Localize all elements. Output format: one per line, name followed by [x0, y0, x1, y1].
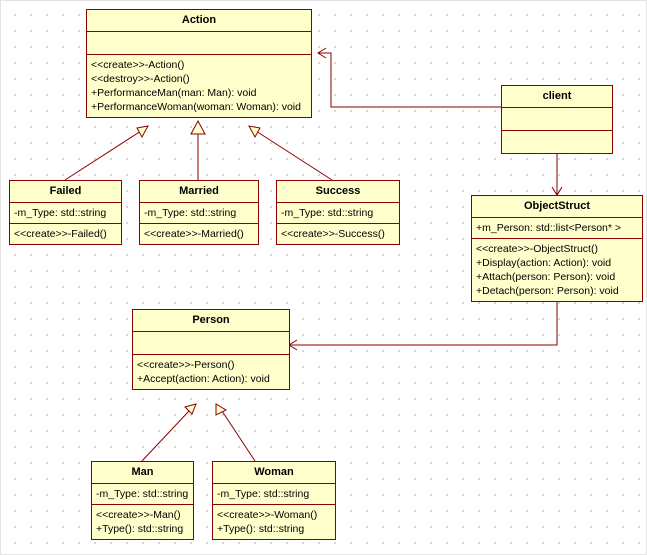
class-man-attribute: -m_Type: std::string	[96, 488, 189, 500]
class-action-operation: +PerformanceMan(man: Man): void	[91, 87, 257, 99]
class-client[interactable]	[501, 85, 613, 154]
class-success-operation: <<create>>-Success()	[281, 228, 385, 240]
class-action-attributes	[87, 32, 311, 54]
class-objectstruct-attributes	[472, 218, 642, 238]
class-objectstruct-operation: +Attach(person: Person): void	[476, 271, 616, 283]
class-client-attributes	[502, 108, 612, 130]
class-action-operation: <<create>>-Action()	[91, 59, 185, 71]
class-success-attribute: -m_Type: std::string	[281, 207, 374, 219]
association-arrowhead-client-action	[318, 48, 326, 58]
class-action-operations	[87, 55, 311, 117]
class-objectstruct-attribute: +m_Person: std::list<Person* >	[476, 222, 622, 234]
class-person[interactable]	[132, 309, 290, 390]
class-person-operations	[133, 355, 289, 389]
edge-failed-action	[65, 131, 141, 180]
class-person-attributes	[133, 332, 289, 354]
generalization-arrowhead-married	[191, 121, 205, 134]
class-woman[interactable]	[212, 461, 336, 540]
class-failed[interactable]	[9, 180, 122, 245]
class-client-operations	[502, 131, 612, 153]
association-arrowhead-objectstruct-person	[289, 340, 297, 350]
class-success-attributes	[277, 203, 399, 223]
generalization-arrowhead-failed	[137, 126, 148, 137]
class-person-title: Person	[192, 314, 230, 326]
class-success-operations	[277, 224, 399, 244]
generalization-arrowhead-success	[249, 126, 260, 137]
class-action-title: Action	[181, 14, 217, 26]
class-failed-title: Failed	[49, 185, 82, 197]
class-married[interactable]	[139, 180, 259, 245]
class-action-operation: +PerformanceWoman(woman: Woman): void	[91, 101, 301, 113]
class-man-operations	[92, 505, 193, 539]
edge-client-action	[319, 53, 501, 107]
class-person-operation: +Accept(action: Action): void	[137, 373, 270, 385]
class-woman-operation: <<create>>-Woman()	[217, 509, 318, 521]
class-objectstruct[interactable]	[471, 195, 643, 302]
class-man-title: Man	[131, 466, 154, 478]
class-success-title: Success	[315, 185, 361, 197]
class-woman-attribute: -m_Type: std::string	[217, 488, 310, 500]
edge-man-person	[142, 411, 189, 461]
association-arrowhead-client-objectstruct	[552, 187, 562, 195]
class-objectstruct-title: ObjectStruct	[523, 200, 590, 212]
edge-woman-person	[222, 411, 255, 461]
class-client-title: client	[542, 90, 572, 102]
class-woman-operations	[213, 505, 335, 539]
class-failed-attributes	[10, 203, 121, 223]
class-objectstruct-operation: +Display(action: Action): void	[476, 257, 612, 269]
class-objectstruct-operation: <<create>>-ObjectStruct()	[476, 243, 598, 255]
edge-success-action	[256, 131, 332, 180]
class-action[interactable]	[86, 9, 312, 118]
class-married-operations	[140, 224, 258, 244]
class-woman-attributes	[213, 484, 335, 504]
class-failed-operations	[10, 224, 121, 244]
class-failed-attribute: -m_Type: std::string	[14, 207, 107, 219]
class-person-operation: <<create>>-Person()	[137, 359, 235, 371]
class-action-operation: <<destroy>>-Action()	[91, 73, 190, 85]
edge-objectstruct-person	[290, 301, 557, 345]
generalization-arrowhead-man	[185, 404, 196, 414]
class-success[interactable]	[276, 180, 400, 245]
class-objectstruct-operation: +Detach(person: Person): void	[476, 285, 619, 297]
class-woman-operation: +Type(): std::string	[217, 523, 305, 535]
class-married-attribute: -m_Type: std::string	[144, 207, 237, 219]
class-woman-title: Woman	[254, 466, 294, 478]
generalization-arrowhead-woman	[216, 404, 226, 415]
class-married-attributes	[140, 203, 258, 223]
class-man-operation: <<create>>-Man()	[96, 509, 181, 521]
class-failed-operation: <<create>>-Failed()	[14, 228, 107, 240]
class-objectstruct-operations	[472, 239, 642, 301]
class-man-operation: +Type(): std::string	[96, 523, 184, 535]
class-man[interactable]	[91, 461, 194, 540]
class-man-attributes	[92, 484, 193, 504]
class-married-title: Married	[179, 185, 219, 197]
class-married-operation: <<create>>-Married()	[144, 228, 244, 240]
